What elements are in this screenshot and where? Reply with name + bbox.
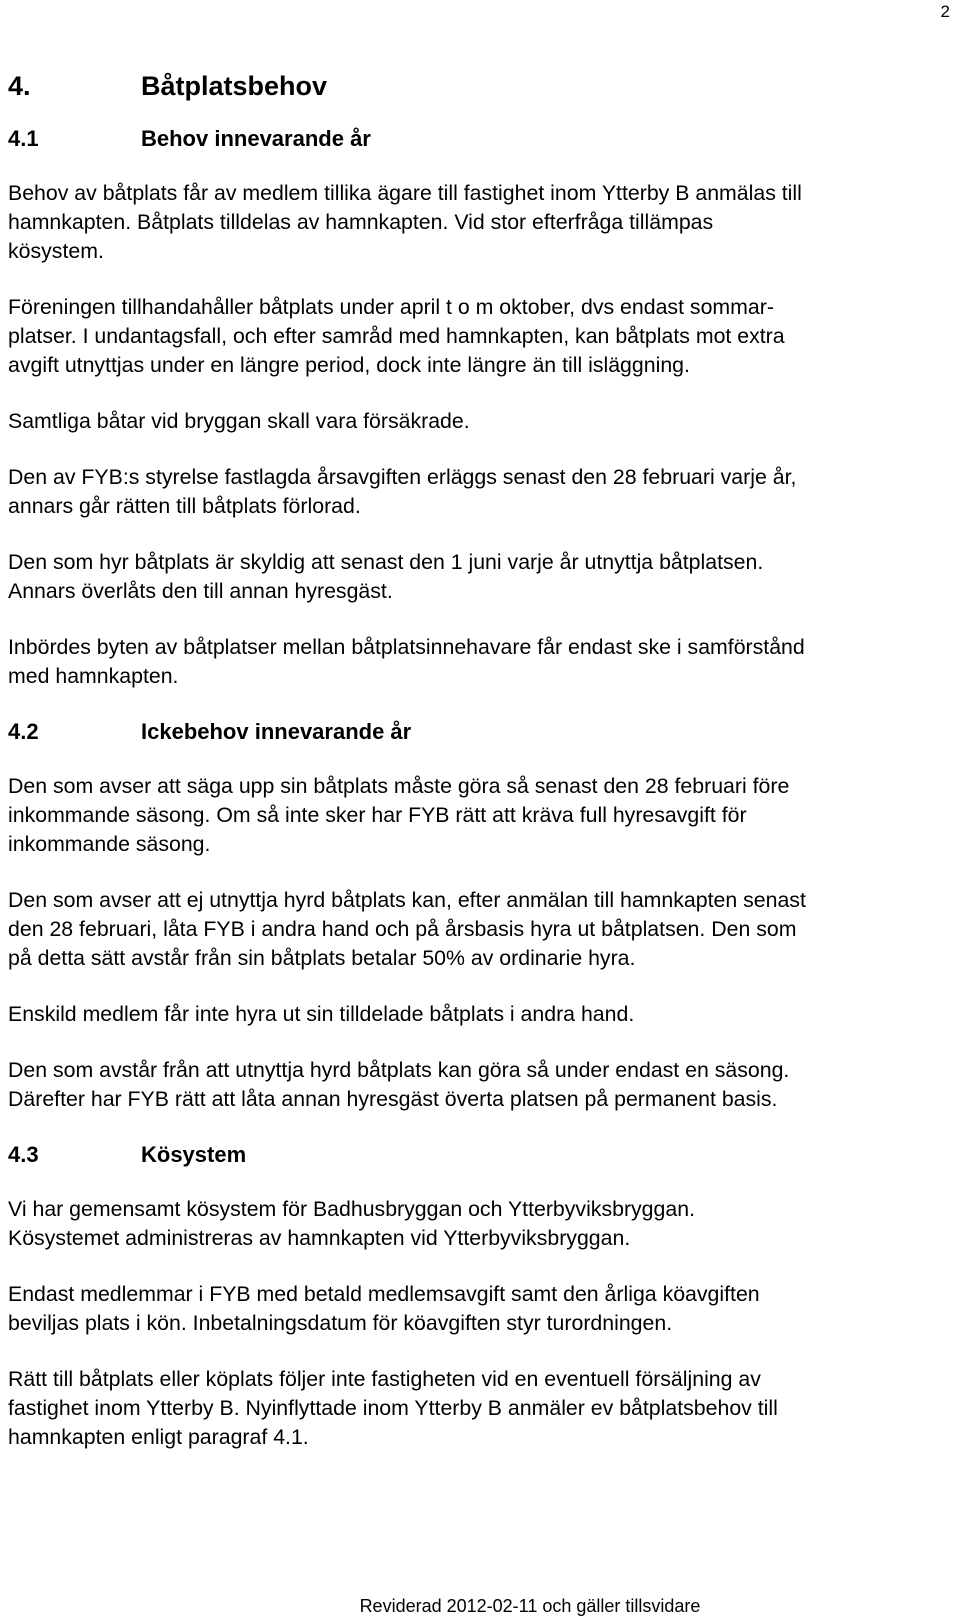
paragraph-line: avgift utnyttjas under en längre period, dock inte längre än till isläggning. (8, 353, 690, 377)
paragraph (8, 772, 953, 859)
section-heading (8, 68, 953, 104)
paragraph (8, 1365, 953, 1452)
subsection-title: Ickebehov innevarande år (141, 719, 412, 744)
paragraph-line: på detta sätt avstår från sin båtplats betalar 50% av ordinarie hyra. (8, 946, 636, 970)
paragraph (8, 548, 953, 606)
section-number: 4. (8, 71, 31, 101)
subsection-heading (8, 1140, 953, 1170)
paragraph-line: kösystem. (8, 239, 104, 263)
subsection-heading (8, 717, 953, 747)
paragraph-line: med hamnkapten. (8, 664, 179, 688)
paragraph-line: Den som avser att ej utnyttja hyrd båtplats kan, efter anmälan till hamnkapten senast (8, 888, 806, 912)
paragraph-line: Endast medlemmar i FYB med betald medlemsavgift samt den årliga köavgiften (8, 1282, 760, 1306)
paragraph (8, 1280, 953, 1338)
paragraph-line: Behov av båtplats får av medlem tillika ägare till fastighet inom Ytterby B anmälas till (8, 181, 802, 205)
paragraph-line: hamnkapten. Båtplats tilldelas av hamnkapten. Vid stor efterfråga tillämpas (8, 210, 714, 234)
paragraph-line: Därefter har FYB rätt att låta annan hyresgäst överta platsen på permanent basis. (8, 1087, 778, 1111)
paragraph-line: beviljas plats i kön. Inbetalningsdatum för köavgiften styr turordningen. (8, 1311, 673, 1335)
subsections (8, 124, 953, 1452)
section-title: Båtplatsbehov (141, 71, 328, 101)
paragraph (8, 886, 953, 973)
paragraph (8, 1056, 953, 1114)
subsection-number: 4.2 (8, 719, 39, 744)
paragraph-line: annars går rätten till båtplats förlorad. (8, 494, 361, 518)
paragraph-line: platser. I undantagsfall, och efter samråd med hamnkapten, kan båtplats mot extra (8, 324, 785, 348)
paragraph (8, 633, 953, 691)
paragraph (8, 293, 953, 380)
subsection-title: Kösystem (141, 1142, 247, 1167)
paragraph-line: Enskild medlem får inte hyra ut sin tilldelade båtplats i andra hand. (8, 1002, 635, 1026)
paragraph (8, 1000, 953, 1029)
paragraph-line: Annars överlåts den till annan hyresgäst. (8, 579, 393, 603)
paragraph (8, 407, 953, 436)
paragraph-line: Vi har gemensamt kösystem för Badhusbryggan och Ytterbyviksbryggan. (8, 1197, 695, 1221)
paragraph-line: Rätt till båtplats eller köplats följer inte fastigheten vid en eventuell försäljning av (8, 1367, 761, 1391)
paragraph (8, 1195, 953, 1253)
paragraph-line: inkommande säsong. Om så inte sker har FYB rätt att kräva full hyresavgift för (8, 803, 747, 827)
paragraph (8, 463, 953, 521)
paragraph-line: Den som avstår från att utnyttja hyrd båtplats kan göra så under endast en säsong. (8, 1058, 790, 1082)
paragraph-line: Föreningen tillhandahåller båtplats under april t o m oktober, dvs endast sommar- (8, 295, 774, 319)
subsection-number: 4.1 (8, 126, 39, 151)
paragraph-line: Inbördes byten av båtplatser mellan båtplatsinnehavare får endast ske i samförstånd (8, 635, 805, 659)
paragraph (8, 179, 953, 266)
subsection-title: Behov innevarande år (141, 126, 371, 151)
subsection-number: 4.3 (8, 1142, 39, 1167)
paragraph-line: Den som hyr båtplats är skyldig att senast den 1 juni varje år utnyttja båtplatsen. (8, 550, 764, 574)
subsection-heading (8, 124, 953, 154)
paragraph-line: Den av FYB:s styrelse fastlagda årsavgiften erläggs senast den 28 februari varje år, (8, 465, 797, 489)
paragraph-line: fastighet inom Ytterby B. Nyinflyttade inom Ytterby B anmäler ev båtplatsbehov till (8, 1396, 778, 1420)
footer-revision-note: Reviderad 2012-02-11 och gäller tillsvidare (359, 1596, 701, 1616)
paragraph-line: Den som avser att säga upp sin båtplats måste göra så senast den 28 februari före (8, 774, 790, 798)
document-body (8, 68, 953, 1452)
page-number: 2 (940, 2, 950, 21)
paragraph-line: Samtliga båtar vid bryggan skall vara försäkrade. (8, 409, 470, 433)
paragraph-line: inkommande säsong. (8, 832, 211, 856)
paragraph-line: hamnkapten enligt paragraf 4.1. (8, 1425, 309, 1449)
paragraph-line: den 28 februari, låta FYB i andra hand och på årsbasis hyra ut båtplatsen. Den som (8, 917, 797, 941)
paragraph-line: Kösystemet administreras av hamnkapten vid Ytterbyviksbryggan. (8, 1226, 631, 1250)
